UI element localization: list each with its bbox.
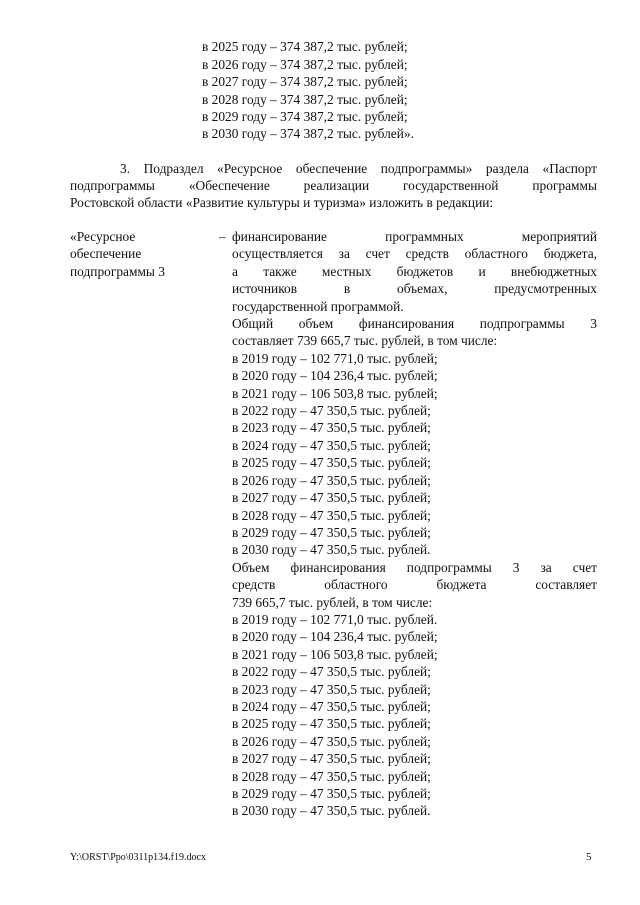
- total-year-line: в 2026 году – 47 350,5 тыс. рублей;: [232, 472, 431, 488]
- left-label-line: обеспечение: [70, 246, 142, 262]
- regional-year-line: в 2027 году – 47 350,5 тыс. рублей;: [232, 751, 431, 767]
- top-year-line: в 2026 году – 374 387,2 тыс. рублей;: [202, 57, 408, 72]
- top-year-line: в 2028 году – 374 387,2 тыс. рублей;: [202, 92, 408, 107]
- regional-year-line: в 2028 году – 47 350,5 тыс. рублей;: [232, 768, 431, 784]
- regional-year-line: в 2026 году – 47 350,5 тыс. рублей;: [232, 733, 431, 749]
- regional-year-line: в 2021 году – 106 503,8 тыс. рублей;: [232, 646, 438, 662]
- intro-line: осуществляется за счет средств областного бюджета,: [232, 246, 597, 262]
- intro-line: источников в объемах, предусмотренных: [232, 281, 597, 297]
- regional-line: 739 665,7 тыс. рублей, в том числе:: [232, 594, 433, 610]
- intro-line: а также местных бюджетов и внебюджетных: [232, 263, 597, 279]
- regional-year-line: в 2020 году – 104 236,4 тыс. рублей;: [232, 629, 438, 645]
- total-year-line: в 2030 году – 47 350,5 тыс. рублей.: [232, 542, 431, 558]
- regional-year-line: в 2019 году – 102 771,0 тыс. рублей.: [232, 611, 438, 627]
- table-dash: –: [219, 229, 226, 244]
- total-year-line: в 2023 году – 47 350,5 тыс. рублей;: [232, 420, 431, 436]
- footer-file-path: Y:\ORST\Ppo\0311p134.f19.docx: [70, 852, 206, 863]
- total-year-line: в 2029 году – 47 350,5 тыс. рублей;: [232, 524, 431, 540]
- total-year-line: в 2022 году – 47 350,5 тыс. рублей;: [232, 403, 431, 419]
- total-year-line: в 2024 году – 47 350,5 тыс. рублей;: [232, 437, 431, 453]
- total-year-line: в 2028 году – 47 350,5 тыс. рублей;: [232, 507, 431, 523]
- regional-year-line: в 2023 году – 47 350,5 тыс. рублей;: [232, 681, 431, 697]
- regional-line: Объем финансирования подпрограммы 3 за счет: [232, 559, 597, 575]
- regional-year-line: в 2024 году – 47 350,5 тыс. рублей;: [232, 698, 431, 714]
- regional-year-line: в 2025 году – 47 350,5 тыс. рублей;: [232, 716, 431, 732]
- total-year-line: в 2027 году – 47 350,5 тыс. рублей;: [232, 490, 431, 506]
- total-year-line: в 2020 году – 104 236,4 тыс. рублей;: [232, 368, 438, 384]
- intro-last-line: государственной программой.: [232, 298, 404, 314]
- total-year-line: в 2021 году – 106 503,8 тыс. рублей;: [232, 385, 438, 401]
- left-label-line: подпрограммы 3: [70, 263, 165, 279]
- left-label-line: «Ресурсное: [70, 229, 136, 244]
- top-year-line: в 2029 году – 374 387,2 тыс. рублей;: [202, 109, 408, 124]
- table-left-label: [70, 228, 220, 280]
- total-year-line: в 2025 году – 47 350,5 тыс. рублей;: [232, 455, 431, 471]
- top-year-line: в 2025 году – 374 387,2 тыс. рублей;: [202, 39, 408, 54]
- regional-year-line: в 2022 году – 47 350,5 тыс. рублей;: [232, 664, 431, 680]
- table-right-content: [232, 228, 597, 820]
- top-year-line: в 2027 году – 374 387,2 тыс. рублей;: [202, 74, 408, 89]
- section3-line3: Ростовской области «Развитие культуры и туризма» изложить в редакции:: [70, 195, 494, 210]
- section3-line2: подпрограммы «Обеспечение реализации государственной программы: [70, 178, 597, 193]
- regional-year-line: в 2029 году – 47 350,5 тыс. рублей;: [232, 786, 431, 801]
- total-year-line: в 2019 году – 102 771,0 тыс. рублей;: [232, 350, 438, 366]
- total-line: Общий объем финансирования подпрограммы 3: [232, 316, 597, 332]
- regional-line: средств областного бюджета составляет: [232, 577, 597, 593]
- intro-line: финансирование программных мероприятий: [232, 229, 597, 244]
- section3-line1: 3. Подраздел «Ресурсное обеспечение подпрограммы» раздела «Паспорт: [120, 161, 597, 176]
- regional-year-line: в 2030 году – 47 350,5 тыс. рублей.: [232, 803, 431, 819]
- page-number: 5: [586, 851, 592, 863]
- top-year-line: в 2030 году – 374 387,2 тыс. рублей».: [202, 126, 414, 141]
- total-line: составляет 739 665,7 тыс. рублей, в том числе:: [232, 333, 498, 349]
